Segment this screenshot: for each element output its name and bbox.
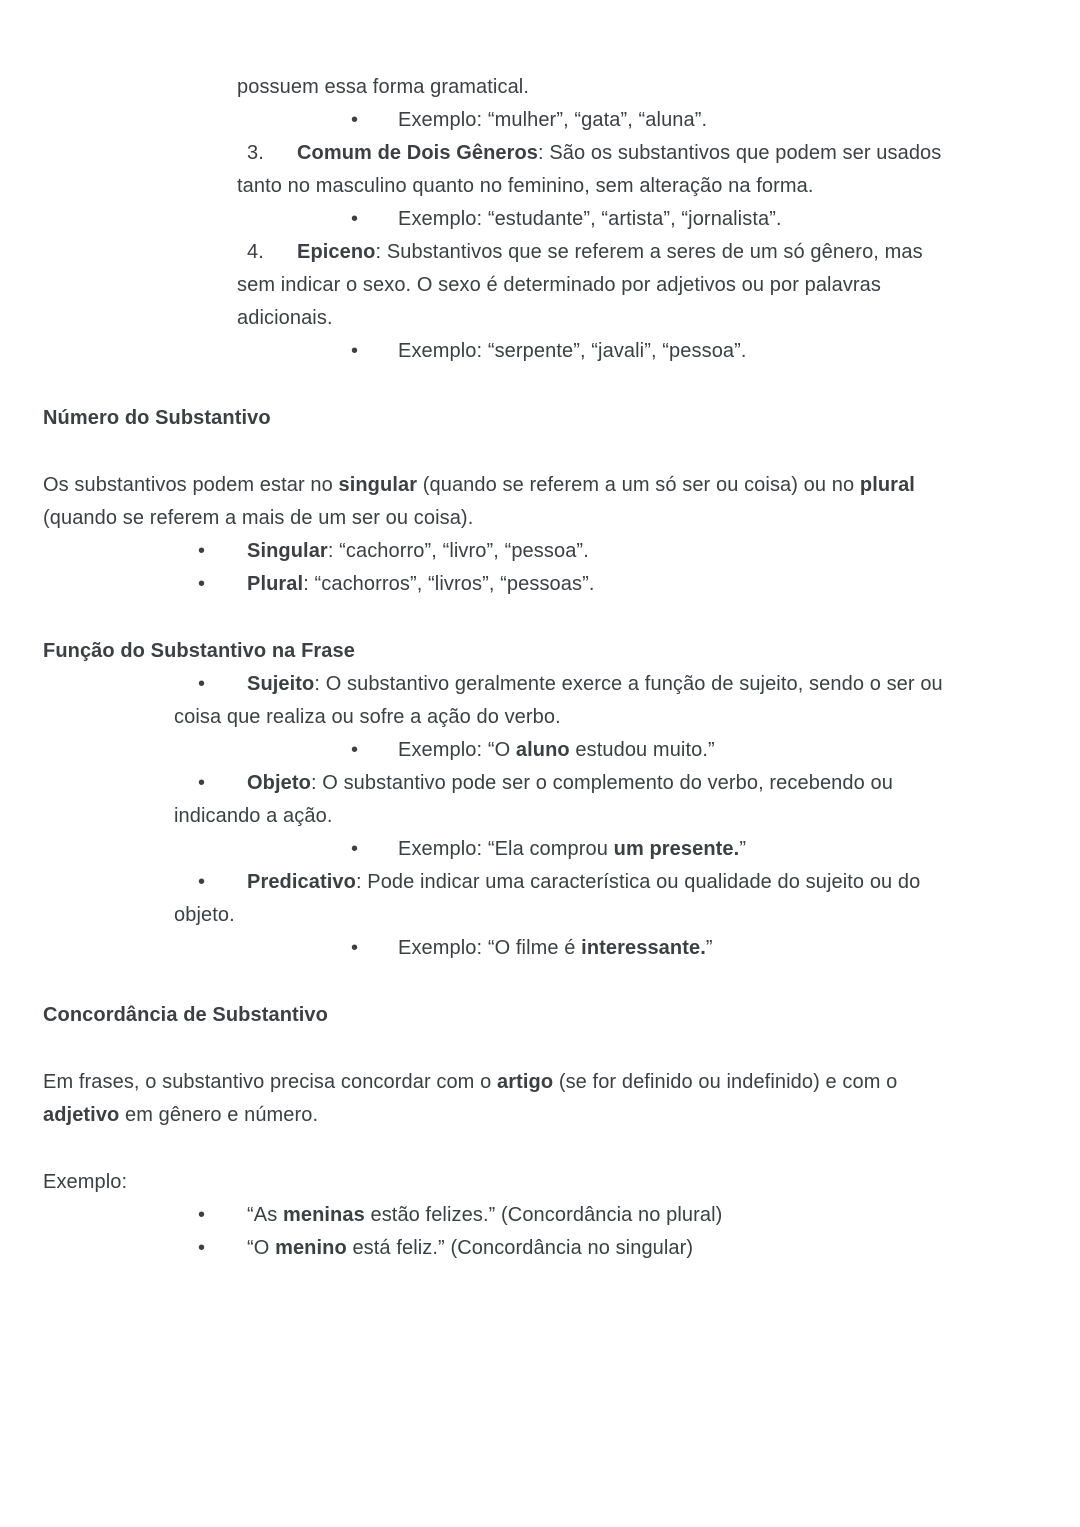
text: Os substantivos podem estar no: [43, 474, 339, 496]
section-heading-numero: [43, 402, 1060, 435]
text: estão felizes.” (Concordância no plural): [364, 1204, 723, 1226]
bullet-icon: •: [198, 871, 206, 893]
text: Exemplo: “estudante”, “artista”, “jornalista”.: [398, 208, 782, 230]
paragraph: [43, 469, 1060, 535]
text: Em frases, o substantivo precisa concordar com o: [43, 1071, 497, 1093]
list-item-concordancia-singular: [43, 1232, 1060, 1265]
text: Exemplo: “serpente”, “javali”, “pessoa”.: [398, 340, 747, 362]
bold-text: Predicativo: [247, 871, 356, 893]
text: ”: [739, 838, 747, 860]
text: Número do Substantivo: [43, 407, 271, 429]
text: : O substantivo geralmente exerce a função de sujeito, sendo o ser ou: [314, 673, 943, 695]
section-heading-concordancia: [43, 999, 1060, 1032]
bold-text: menino: [275, 1237, 347, 1259]
text: : Substantivos que se referem a seres de um só gênero, mas: [375, 241, 923, 263]
text: em gênero e número.: [119, 1104, 319, 1126]
bullet-icon: •: [198, 573, 206, 595]
list-number: 3.: [247, 142, 264, 164]
text: indicando a ação.: [174, 805, 333, 827]
list-item-singular: [43, 535, 1060, 568]
bullet-icon: •: [198, 1237, 206, 1259]
bold-text: Singular: [247, 540, 328, 562]
text: objeto.: [174, 904, 235, 926]
list-item-example: [43, 203, 1060, 236]
text: Exemplo: “mulher”, “gata”, “aluna”.: [398, 109, 708, 131]
list-item-sujeito: [43, 668, 1060, 734]
bold-text: interessante.: [581, 937, 706, 959]
numbered-item-4: [43, 236, 1060, 335]
bullet-icon: •: [351, 838, 359, 860]
list-number: 4.: [247, 241, 264, 263]
text: : “cachorros”, “livros”, “pessoas”.: [303, 573, 595, 595]
bullet-icon: •: [351, 937, 359, 959]
text: adicionais.: [237, 307, 333, 329]
bold-text: Epiceno: [297, 241, 376, 263]
text: (quando se referem a um só ser ou coisa) ou no: [417, 474, 860, 496]
text: : Pode indicar uma característica ou qualidade do sujeito ou do: [355, 871, 921, 893]
text: Exemplo: “O filme é: [398, 937, 582, 959]
text: : “cachorro”, “livro”, “pessoa”.: [327, 540, 589, 562]
bullet-icon: •: [351, 739, 359, 761]
bold-text: Comum de Dois Gêneros: [297, 142, 539, 164]
bold-text: Objeto: [247, 772, 311, 794]
list-item-example: [43, 734, 1060, 767]
section-heading-funcao: [43, 635, 1060, 668]
paragraph-exemplo-label: [43, 1166, 1060, 1199]
bold-text: meninas: [282, 1204, 365, 1226]
text: Função do Substantivo na Frase: [43, 640, 355, 662]
bullet-icon: •: [198, 540, 206, 562]
text: “O: [247, 1237, 276, 1259]
bold-text: artigo: [496, 1071, 554, 1093]
bold-text: um presente.: [613, 838, 740, 860]
text: tanto no masculino quanto no feminino, sem alteração na forma.: [237, 175, 814, 197]
text: Exemplo: “O: [398, 739, 516, 761]
numbered-item-3: [43, 137, 1060, 203]
bold-text: aluno: [515, 739, 570, 761]
bold-text: adjetivo: [43, 1104, 120, 1126]
list-item-example: [43, 932, 1060, 965]
list-item-objeto: [43, 767, 1060, 833]
paragraph: [43, 1066, 1060, 1132]
text: possuem essa forma gramatical.: [237, 76, 530, 98]
list-item-plural: [43, 568, 1060, 601]
list-item-predicativo: [43, 866, 1060, 932]
text: : O substantivo pode ser o complemento do verbo, recebendo ou: [310, 772, 893, 794]
text: (se for definido ou indefinido) e com o: [553, 1071, 898, 1093]
bullet-icon: •: [198, 772, 206, 794]
bullet-icon: •: [198, 1204, 206, 1226]
bullet-icon: •: [351, 340, 359, 362]
text: Exemplo:: [43, 1171, 128, 1193]
bold-text: plural: [859, 474, 915, 496]
text: “As: [247, 1204, 283, 1226]
document-body: [43, 71, 1060, 1265]
text: Concordância de Substantivo: [43, 1004, 328, 1026]
text: sem indicar o sexo. O sexo é determinado por adjetivos ou por palavras: [237, 274, 882, 296]
bold-text: Plural: [247, 573, 304, 595]
bullet-icon: •: [198, 673, 206, 695]
text: Exemplo: “Ela comprou: [398, 838, 614, 860]
text: estudou muito.”: [569, 739, 715, 761]
bullet-icon: •: [351, 109, 359, 131]
bullet-icon: •: [351, 208, 359, 230]
text: está feliz.” (Concordância no singular): [346, 1237, 694, 1259]
list-item-example: [43, 335, 1060, 368]
text: (quando se referem a mais de um ser ou coisa).: [43, 507, 474, 529]
numbered-item-continuation: [43, 71, 1060, 104]
bold-text: Sujeito: [247, 673, 315, 695]
bold-text: singular: [338, 474, 418, 496]
text: ”: [705, 937, 713, 959]
list-item-example: [43, 104, 1060, 137]
list-item-concordancia-plural: [43, 1199, 1060, 1232]
text: : São os substantivos que podem ser usados: [538, 142, 942, 164]
list-item-example: [43, 833, 1060, 866]
text: coisa que realiza ou sofre a ação do verbo.: [174, 706, 561, 728]
